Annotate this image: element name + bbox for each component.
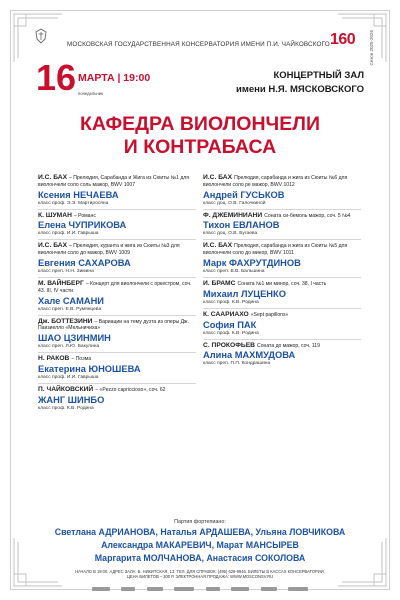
footer-line: ЦЕНА БИЛЕТОВ – 300 Р. ЭЛЕКТРОННАЯ ПРОДАЖА: WWW.MOSCONSV.RU — [126, 574, 274, 580]
sponsor-logo — [288, 587, 308, 591]
sponsor-logos — [92, 585, 308, 592]
program-piece — [38, 281, 198, 295]
performer-name: Евгения САХАРОВА — [38, 257, 131, 268]
program-item — [38, 281, 198, 319]
program-column-left — [38, 175, 198, 415]
program-piece — [38, 356, 198, 363]
pianists-line: Маргарита МОЛЧАНОВА, Анастасия СОКОЛОВА — [94, 553, 306, 563]
composer-name: И.С. БАХ — [203, 174, 233, 181]
performer-name: Хале САМАНИ — [38, 295, 104, 306]
composer-name: И.С. БАХ — [38, 242, 68, 250]
performer-name: Ксения НЕЧАЕВА — [38, 189, 119, 200]
program-column-right — [203, 175, 363, 370]
piece-title: – «Pezzo capriccioso», соч. 62 — [95, 386, 166, 393]
separator-line — [203, 339, 361, 340]
hall-name: КОНЦЕРТНЫЙ ЗАЛ — [273, 70, 364, 81]
separator-line — [38, 352, 196, 353]
sponsor-logo — [206, 587, 220, 591]
sponsor-logo — [121, 587, 135, 591]
footer-line: НАЧАЛО В 19:00. АДРЕС ЗАЛА: Б. НИКИТСКАЯ, 13. ТЕЛ. ДЛЯ СПРАВОК: (495) 629-9946. БИЛЕТЫ В КАССАХ КОНСЕРВАТОРИИ. — [75, 569, 325, 574]
teacher-class: класс преп. В.В. Бальшина — [203, 268, 265, 274]
performer-name: ШАО ЦЗИНМИН — [38, 333, 111, 344]
separator-line — [38, 209, 196, 210]
event-weekday: понедельник — [78, 91, 103, 96]
piece-title: Соната до мажор, соч. 119 — [257, 342, 320, 349]
piece-title: «Sept papillons» — [250, 311, 289, 318]
piece-title: Соната си-бемоль мажор, соч. 5 №4 — [264, 212, 351, 219]
teacher-class: класс доц. О.В. Галочкиной — [203, 200, 266, 206]
program-item — [38, 243, 198, 281]
program-item — [203, 213, 363, 244]
piece-title: Прелюдия, сарабанда и жига из Сюиты №5 для виолончели соло до минор, BWV 1011 — [203, 243, 348, 257]
teacher-class: класс доц. О.В. Бугаева — [203, 231, 258, 237]
teacher-class: класс преп. Л.Ю. Бакулина — [38, 344, 100, 350]
composer-name: К. ШУМАН — [38, 211, 72, 219]
sponsor-logo — [261, 587, 277, 591]
performer-name: ЖАНГ ШИНБО — [38, 394, 105, 405]
performer-name: София ПАК — [203, 319, 257, 330]
composer-name: Ф. ДЖЕМИНИАНИ — [203, 211, 263, 219]
program-piece — [203, 343, 363, 350]
piece-title: – Поэма — [71, 356, 92, 363]
event-day: 16 — [36, 57, 77, 98]
program-item — [203, 175, 363, 213]
piece-title: – Вариации на тему дуэта из оперы Дж. Паизиелло «Мельничиха» — [38, 318, 189, 332]
program-piece — [203, 312, 363, 319]
performer-name: Андрей ГУСЬКОВ — [203, 189, 285, 200]
performer-name: Марк ФАХРУТДИНОВ — [203, 257, 301, 268]
program-item — [38, 356, 198, 387]
teacher-class: класс проф. Э.Э. Мартиросяна — [38, 200, 109, 206]
teacher-class: класс проф. К.В. Родина — [38, 405, 94, 411]
program-item — [38, 387, 198, 415]
program-piece — [203, 213, 363, 220]
sponsor-logo — [147, 587, 163, 591]
teacher-class: класс проф. И.И. Гаврыша — [38, 374, 99, 380]
program-item — [203, 312, 363, 343]
event-month-time: МАРТА | 19:00 — [78, 72, 151, 84]
separator-line — [38, 315, 196, 316]
teacher-class: класс преп. Н.Н. Зимина — [38, 268, 94, 274]
sponsor-logo — [174, 587, 194, 591]
program-item — [203, 281, 363, 312]
ministry-emblem-icon — [33, 28, 49, 44]
hall-subtitle: имени Н.Я. МЯСКОВСКОГО — [236, 84, 364, 95]
composer-name: К. СААРИАХО — [203, 310, 249, 318]
season-label: Сезон 2025-2026 — [369, 30, 374, 66]
program-item — [38, 175, 198, 213]
composer-name: М. ВАЙНБЕРГ — [38, 279, 84, 287]
program-piece — [203, 281, 363, 288]
performer-name: Екатерина ЮНОШЕВА — [38, 363, 141, 374]
separator-line — [38, 239, 196, 240]
program-item — [38, 213, 198, 244]
pianists-line: Александра МАКАРЕВИЧ, Марат МАНСЫРЕВ — [101, 540, 299, 550]
sponsor-logo — [231, 587, 249, 591]
separator-line — [203, 308, 361, 309]
program-piece — [38, 243, 198, 257]
program-item — [203, 243, 363, 281]
separator-line — [203, 239, 361, 240]
separator-line — [203, 277, 361, 278]
teacher-class: класс проф. И.И. Гаврыша — [38, 231, 99, 237]
composer-name: С. ПРОКОФЬЕВ — [203, 341, 256, 349]
composer-name: Дж. БОТТЕЗИНИ — [38, 317, 93, 325]
piece-title: Прелюдия, сарабанда и жига из Сюиты №6 для виолончели соло ре мажор, BWV 1012 — [203, 175, 348, 188]
program-piece — [203, 175, 363, 189]
composer-name: Н. РАКОВ — [38, 355, 70, 363]
separator-line — [38, 277, 196, 278]
teacher-class: класс преп. П.П. Кондрашина — [203, 361, 271, 367]
program-piece — [38, 319, 198, 333]
piece-title: – Прелюдия, Сарабанда и Жига из Сюиты №1 для виолончели соло соль мажор, BWV 1007 — [38, 175, 190, 188]
teacher-class: класс проф. К.В. Родина — [203, 299, 259, 305]
performer-name: Михаил ЛУЦЕНКО — [203, 288, 286, 299]
piece-title: – Прелюдия, куранта и жига из Сюиты №3 для виолончели соло до мажор, BWV 1009 — [38, 243, 180, 257]
composer-name: И. БРАМС — [203, 279, 236, 287]
piece-title: – Романс — [73, 212, 96, 219]
performer-name: Тихон ЕВЛАНОВ — [203, 220, 280, 231]
program-item — [203, 343, 363, 371]
composer-name: И.С. БАХ — [38, 174, 68, 181]
program-piece — [203, 243, 363, 257]
composer-name: И.С. БАХ — [203, 242, 233, 250]
program-piece — [38, 213, 198, 220]
sponsor-logo — [92, 587, 110, 591]
pianists-line: Светлана АДРИАНОВА, Наталья АРДАШЕВА, Ульяна ЛОВЧИКОВА — [54, 527, 346, 537]
poster-title-line1: КАФЕДРА ВИОЛОНЧЕЛИ — [80, 113, 320, 135]
footer-info — [0, 569, 400, 579]
composer-name: П. ЧАЙКОВСКИЙ — [38, 385, 94, 393]
conservatory-name: МОСКОВСКАЯ ГОСУДАРСТВЕННАЯ КОНСЕРВАТОРИЯ ИМЕНИ П.И. ЧАЙКОВСКОГО — [67, 41, 330, 48]
program-piece — [38, 175, 198, 189]
performer-name: Алина МАХМУДОВА — [203, 350, 296, 361]
separator-line — [203, 209, 361, 210]
teacher-class: класс проф. К.В. Родина — [203, 330, 259, 336]
piece-title: Соната №1 ми минор, соч. 38. I часть — [237, 280, 327, 287]
separator-line — [38, 383, 196, 384]
piece-title: – Концерт для виолончели с оркестром, соч. 43. III, IV части — [38, 280, 192, 294]
poster-title-line2: И КОНТРАБАСА — [123, 136, 277, 158]
anniversary-logo: 160 — [330, 31, 356, 48]
program-item — [38, 319, 198, 357]
teacher-class: класс преп. Е.В. Румянцева — [38, 306, 102, 312]
pianists-caption: Партия фортепиано: — [174, 519, 226, 525]
program-piece — [38, 387, 198, 394]
performer-name: Елена ЧУПРИКОВА — [38, 220, 127, 231]
